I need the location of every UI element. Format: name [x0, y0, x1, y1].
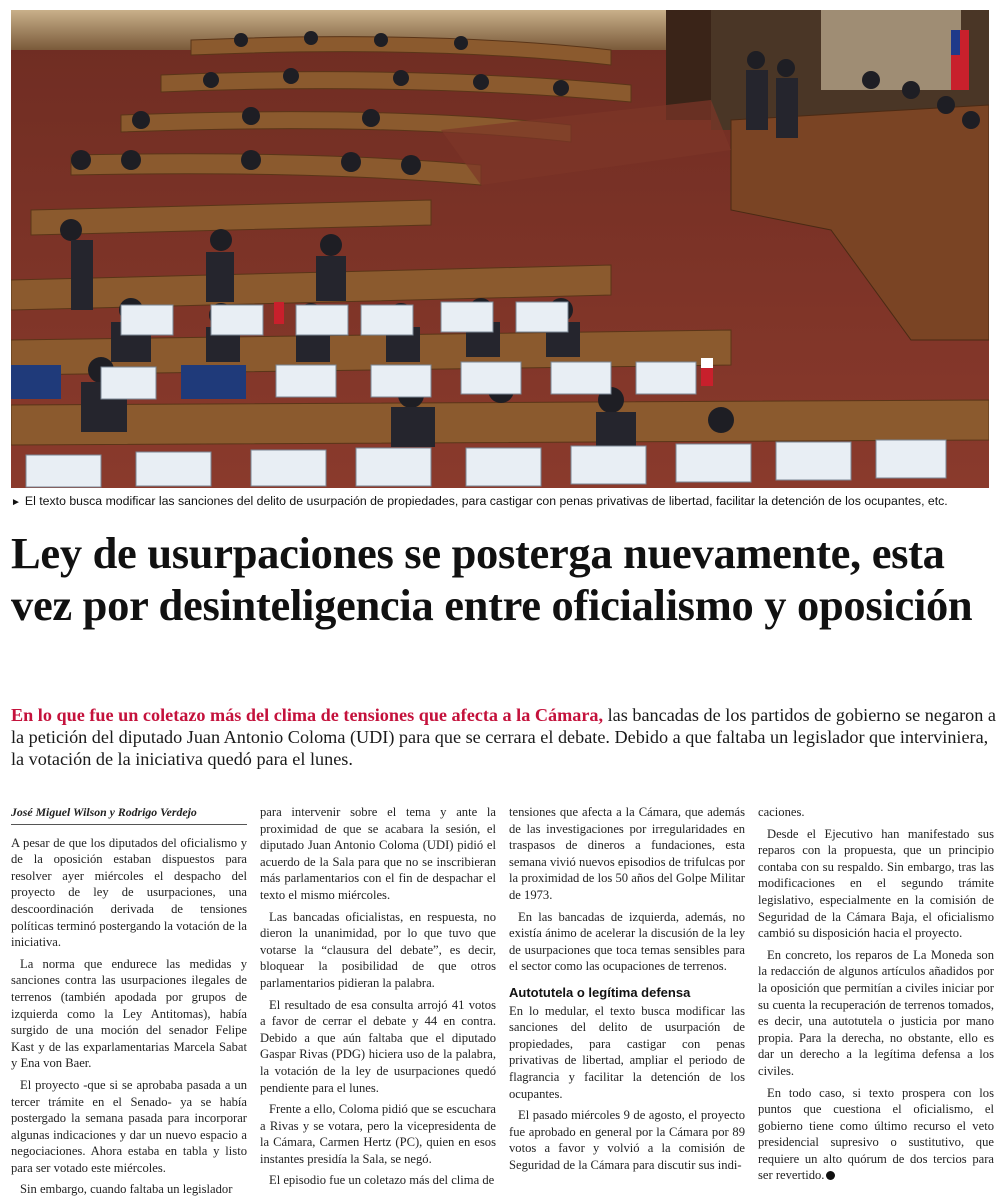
paragraph: En las bancadas de izquierda, además, no existía ánimo de acelerar la discusión de la ley de usurpaciones que toca temas sensibles para el sector como las ocupaciones de terrenos. — [509, 909, 745, 974]
chamber-illustration — [11, 10, 989, 488]
caption-text: El texto busca modificar las sanciones del delito de usurpación de propiedades, para castigar con penas privativas de libertad, facilitar la detención de los ocupantes, etc. — [24, 494, 948, 508]
chamber-photo — [11, 10, 989, 488]
lead-highlight: En lo que fue un coletazo más del clima de tensiones que afecta a la Cámara, — [11, 705, 604, 725]
paragraph: El resultado de esa consulta arrojó 41 votos a favor de cerrar el debate y 44 en contra. Debido a que aún faltaba que el diputado Gaspar Rivas (PDG) hiciera uso de la palabra, la votación de la ley de usurpaciones quedó pendiente para el lunes. — [260, 997, 496, 1095]
paragraph: Frente a ello, Coloma pidió que se escuchara a Rivas y se votara, pero la vicepresidenta de la Cámara, Carmen Hertz (PC), quien en esos instantes presidía la Sala, se negó. — [260, 1102, 496, 1166]
photo-caption — [11, 494, 991, 508]
paragraph: Desde el Ejecutivo han manifestado sus reparos con la propuesta, que un principio contaba con su respaldo. Sin embargo, tras las modificaciones en el segundo trámite legislativo, especialmente en la comisión de Seguridad de la Cámara Baja, el oficialismo cambió su disposición hacia el proyecto. — [758, 826, 994, 941]
paragraph: Sin embargo, cuando faltaba un legislador — [20, 1182, 233, 1197]
paragraph: para intervenir sobre el tema y ante la proximidad de que se acabara la sesión, el diputado Juan Antonio Coloma (UDI) pidió el acuerdo de la Sala para que no se inscribieran más parlamentarios con el fin de despachar el texto el mismo miércoles. — [260, 805, 496, 902]
paragraph: El episodio fue un coletazo más del clima de — [269, 1173, 495, 1188]
section-subheading: Autotutela o legítima defensa — [509, 984, 691, 1000]
paragraph: A pesar de que los diputados del oficialismo y de la oposición estaban dispuestos para resolver ayer miércoles el despacho del proyecto de ley de usurpaciones, una descoordinación derivada de tensiones políticas terminó postergando la votación de la iniciativa. — [11, 835, 247, 950]
column-2 — [260, 804, 496, 1194]
paragraph-text: En todo caso, si texto prospera con los puntos que cuestiona el oficialismo, el gobierno tiene como último recurso el veto presidencial supresivo o sustitutivo, que requiere un alto quórum de dos tercios para ser revertido. — [758, 1085, 994, 1183]
paragraph: caciones. — [758, 805, 805, 819]
paragraph: El proyecto -que si se aprobaba pasada a un tercer trámite en el Senado- ya se había postergado la semana pasada para incorporar algunas indicaciones y dar un nuevo espacio a negociaciones. Ahora estaba en tabla y listo para ser votado este miércoles. — [11, 1077, 247, 1175]
lead-text: las bancadas de los partidos de gobierno se negaron a la petición del diputado Juan Antonio Coloma (UDI) para que se cerrara el debate. Debido a que faltaba un legislador que interviniera, la votación de la iniciativa quedó para el lunes. — [11, 705, 996, 769]
article-headline: Ley de usurpaciones se posterga nuevamente, esta vez por desinteligencia entre oficialismo y oposición — [11, 528, 973, 630]
caption-arrow-icon: ► — [11, 497, 21, 508]
paragraph-final — [758, 1085, 994, 1185]
article-lead — [11, 704, 996, 770]
paragraph: El pasado miércoles 9 de agosto, el proyecto fue aprobado en general por la Cámara por 89 votos a favor y volvió a la comisión de Seguridad de la Cámara para discutir sus indi- — [509, 1108, 745, 1172]
paragraph: Las bancadas oficialistas, en respuesta, no dieron la unanimidad, por lo que tuvo que votarse la “clausura del debate”, es decir, bloquear la posibilidad de que otros parlamentarios pidieran la palabra. — [260, 909, 496, 990]
column-3 — [509, 804, 745, 1178]
paragraph: En lo medular, el texto busca modificar las sanciones del delito de usurpación de propiedades, para castigar con penas privativas de libertad, ampliar el periodo de flagrancia y facilitar la detención de los ocupantes. — [509, 1003, 745, 1101]
paragraph: La norma que endurece las medidas y sanciones contra las usurpaciones ilegales de terrenos (también apodada por grupos de izquierda como la Ley Antitomas), había surgido de una moción del senador Felipe Kast y de las exparlamentarias Marcela Sabat y Ena von Baer. — [11, 956, 247, 1071]
column-1 — [11, 804, 247, 1203]
column-4 — [758, 804, 994, 1189]
paragraph: En concreto, los reparos de La Moneda son la redacción de algunos artículos añadidos por la oposición que permitían a civiles iniciar por su cuenta la recuperación de terrenos tomados, es decir, una autotutela o justicia por mano propia. Para la derecha, no obstante, ello es dar un derecho a la legítima defensa a los civiles. — [758, 947, 994, 1078]
paragraph: tensiones que afecta a la Cámara, que además de las investigaciones por irregularidades en traspasos de dineros a fundaciones, esta semana vivió nuevos episodios de trifulcas por la proximidad de los 50 años del Golpe Militar de 1973. — [509, 805, 745, 902]
byline: José Miguel Wilson y Rodrigo Verdejo — [11, 804, 247, 825]
